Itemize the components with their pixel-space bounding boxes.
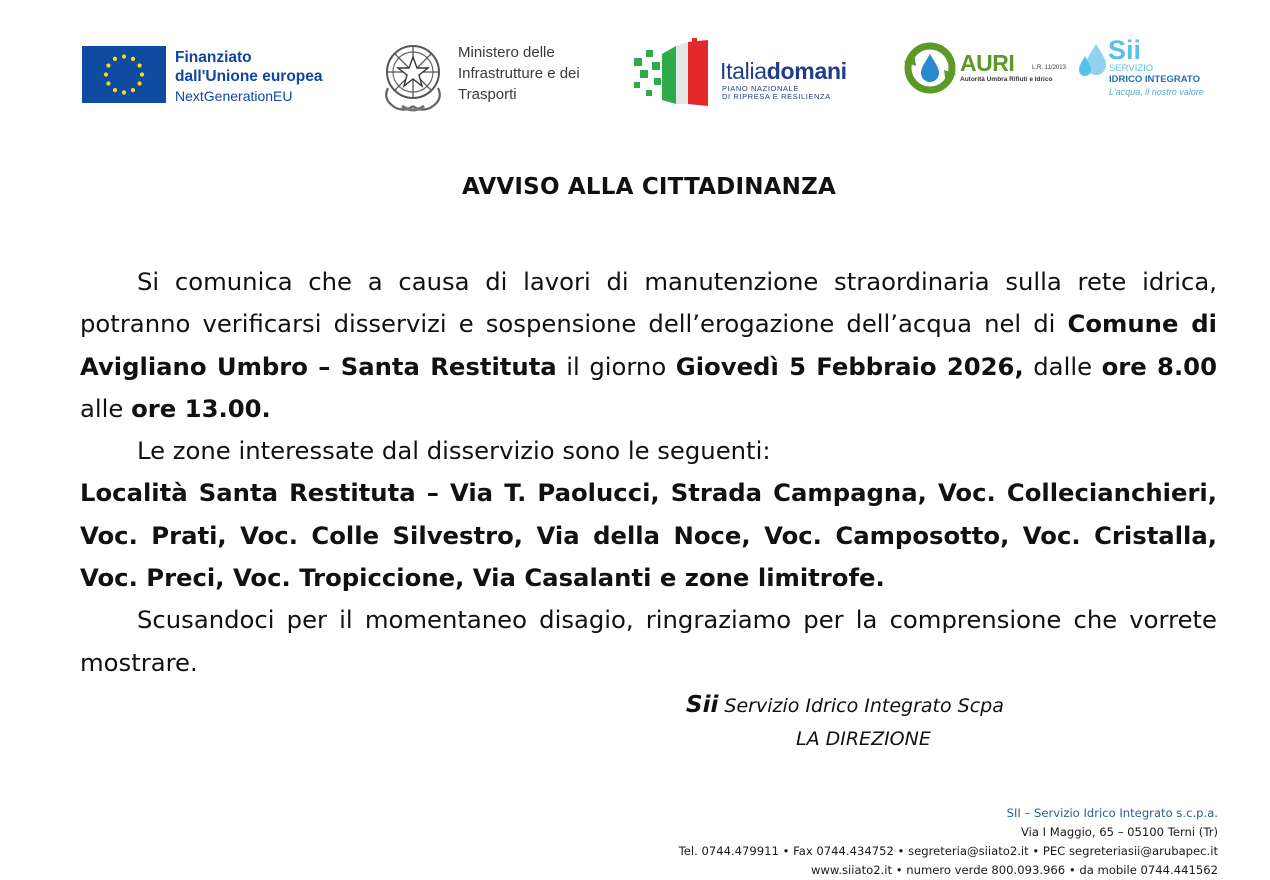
italiadomani-logo — [632, 36, 872, 118]
notice-end-time: ore 13.00. — [131, 393, 271, 423]
footer-web-numbers: www.siiato2.it • numero verde 800.093.966 • da mobile 0744.441562 — [810, 863, 1218, 877]
eu-funding-logo — [82, 44, 352, 126]
ministry-line-3: Trasporti — [458, 86, 517, 103]
ministry-line-2: Infrastrutture e dei — [458, 65, 580, 82]
footer-phone-email: Tel. 0744.479911 • Fax 0744.434752 • segreteria@siiato2.it • PEC segreteriasii@arubapec.it — [678, 844, 1218, 858]
notice-p1-intro: Si comunica che a causa di lavori di manutenzione straordinaria sulla rete idrica, potranno verificarsi disservizi e sospensione dell’erogazione dell’acqua nel di — [80, 267, 1217, 339]
footer-contacts — [679, 804, 1218, 880]
signature-brand: Sii — [686, 692, 719, 718]
auri-subtitle: Autorità Umbra Rifiuti e Idrico — [960, 76, 1053, 83]
italiadomani-pixel-flag-icon — [632, 38, 714, 108]
eu-line-2: dall'Unione europea — [175, 68, 323, 85]
italiadomani-sub-2: DI RIPRESA E RESILIENZA — [722, 92, 831, 101]
auri-name: AURI — [960, 50, 1015, 76]
signature-direction: LA DIREZIONE — [796, 728, 931, 750]
notice-zones-list: Località Santa Restituta – Via T. Paolucci, Strada Campagna, Voc. Collecianchieri, Voc. Prati, Voc. Colle Silvestro, Via della Noce, Voc. Camposotto, Voc. Cristalla, Voc. Preci, Voc. Tropiccione, Via Casalanti e zone limitrofe. — [80, 478, 1217, 593]
italiadomani-sub-1: PIANO NAZIONALE — [722, 84, 799, 93]
notice-p1-day-label: il giorno — [556, 351, 676, 381]
notice-paragraph-3: Scusandoci per il momentaneo disagio, ringraziamo per la comprensione che vorrete mostrare. — [80, 605, 1217, 677]
notice-p1-to-label: alle — [80, 393, 132, 423]
sii-name: Sii — [1108, 35, 1142, 65]
footer-company: SII – Servizio Idrico Integrato s.c.p.a. — [1006, 806, 1218, 820]
sii-line-2: IDRICO INTEGRATO — [1109, 74, 1200, 85]
auri-recycle-drop-icon — [902, 40, 958, 96]
eu-line-3: NextGenerationEU — [175, 88, 293, 104]
eu-flag-icon — [82, 46, 166, 103]
ministry-logo — [376, 36, 616, 118]
notice-start-time: ore 8.00 — [1101, 351, 1217, 381]
notice-title: AVVISO ALLA CITTADINANZA — [461, 174, 837, 200]
ministry-line-1: Ministero delle — [458, 44, 555, 61]
notice-date: Giovedì 5 Febbraio 2026, — [675, 351, 1024, 381]
notice-p1-from-label: dalle — [1023, 351, 1102, 381]
italiadomani-name-light: Italia — [720, 58, 767, 84]
notice-place: Comune di Avigliano Umbro – Santa Restituta — [80, 309, 1217, 381]
notice-body — [80, 261, 1217, 684]
auri-law: L.R. 11/2013 — [1032, 65, 1066, 71]
logo-header — [80, 36, 1220, 118]
italian-emblem-icon — [376, 36, 450, 114]
notice-paragraph-2: Le zone interessate dal disservizio sono le seguenti: — [137, 436, 771, 466]
notice-paragraph-1 — [80, 261, 1217, 430]
sii-logo — [1076, 36, 1226, 118]
sii-tagline: L'acqua, il nostro valore — [1109, 87, 1204, 97]
notice-zones — [80, 472, 1217, 599]
signature-company: Servizio Idrico Integrato Scpa — [724, 695, 1004, 717]
eu-line-1: Finanziato — [175, 49, 252, 66]
sii-water-drop-icon — [1076, 42, 1110, 82]
footer-address: Via I Maggio, 65 – 05100 Terni (Tr) — [1020, 825, 1218, 839]
sii-line-1: SERVIZIO — [1109, 63, 1154, 74]
italiadomani-name-bold: domani — [766, 58, 847, 84]
auri-logo — [902, 36, 1072, 118]
